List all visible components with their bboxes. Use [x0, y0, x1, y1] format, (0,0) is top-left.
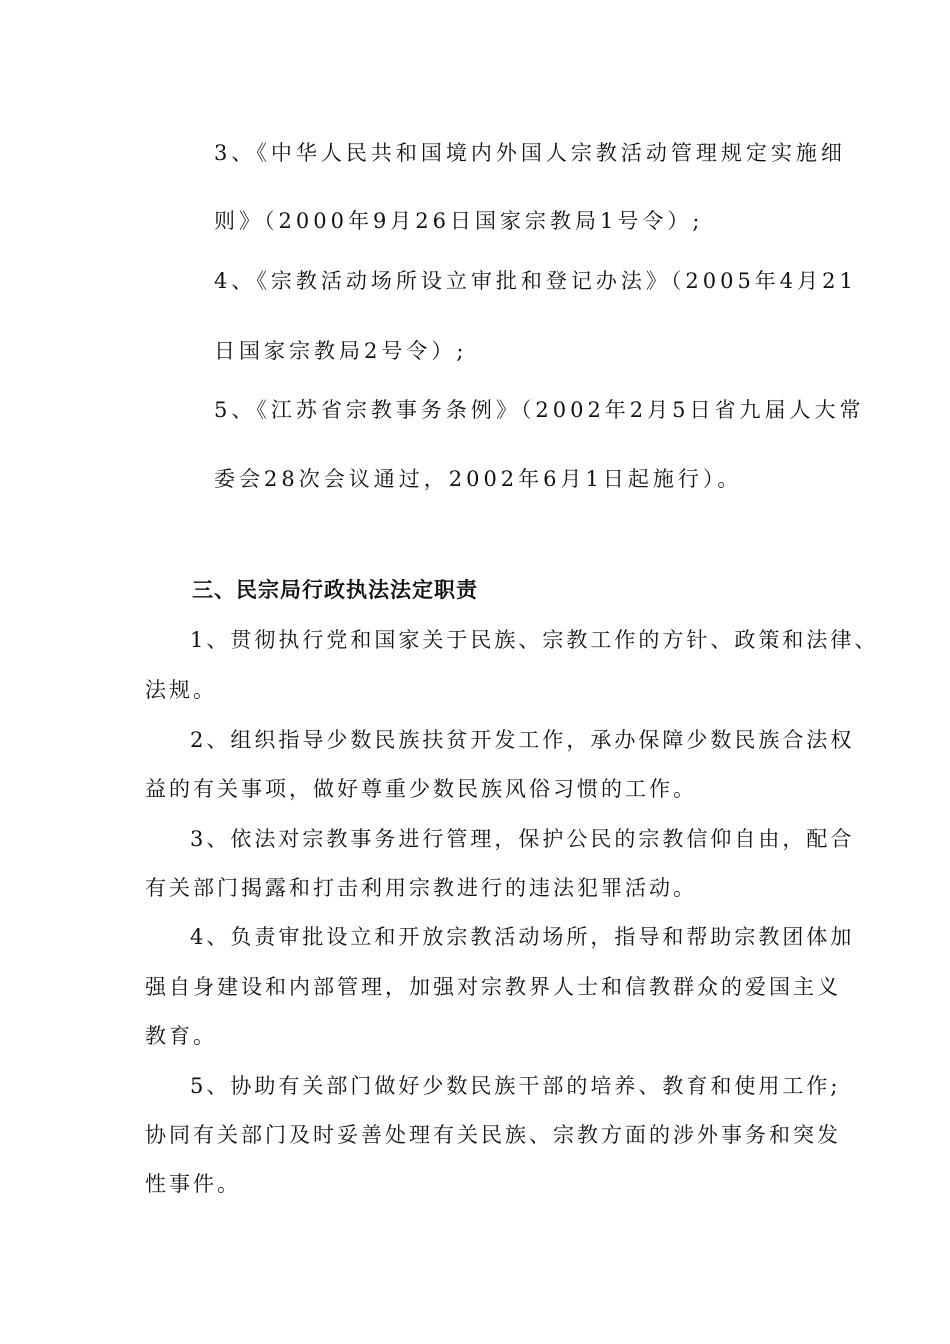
duty-1-line-2: 法规。 [145, 678, 217, 702]
law-item-4-line-1: 4、《宗教活动场所设立审批和登记办法》（2005年4月21 [214, 269, 857, 293]
law-item-4-line-2: 日国家宗教局2号令）; [214, 339, 468, 363]
duty-5-line-3: 性事件。 [145, 1172, 241, 1196]
duty-2-line-2: 益的有关事项，做好尊重少数民族风俗习惯的工作。 [145, 777, 697, 801]
duty-3-line-2: 有关部门揭露和打击利用宗教进行的违法犯罪活动。 [145, 876, 697, 900]
duty-2-line-1: 2、组织指导少数民族扶贫开发工作，承办保障少数民族合法权 [190, 728, 855, 752]
law-item-3-line-1: 3、《中华人民共和国境内外国人宗教活动管理规定实施细 [214, 141, 846, 165]
law-item-3-line-2: 则》（2000年9月26日国家宗教局1号令）; [214, 209, 704, 233]
duty-4-line-1: 4、负责审批设立和开放宗教活动场所，指导和帮助宗教团体加 [190, 925, 855, 949]
duty-3-line-1: 3、依法对宗教事务进行管理，保护公民的宗教信仰自由，配合 [190, 827, 855, 851]
duty-1-line-1: 1、贯彻执行党和国家关于民族、宗教工作的方针、政策和法律、 [190, 628, 879, 652]
section-heading: 三、民宗局行政执法法定职责 [192, 578, 478, 602]
duty-5-line-2: 协同有关部门及时妥善处理有关民族、宗教方面的涉外事务和突发 [145, 1123, 841, 1147]
law-item-5-line-2: 委会28次会议通过，2002年6月1日起施行）。 [214, 467, 743, 491]
duty-4-line-3: 教育。 [145, 1024, 217, 1048]
duty-4-line-2: 强自身建设和内部管理，加强对宗教界人士和信教群众的爱国主义 [145, 975, 841, 999]
law-item-5-line-1: 5、《江苏省宗教事务条例》（2002年2月5日省九届人大常 [214, 398, 865, 422]
duty-5-line-1: 5、协助有关部门做好少数民族干部的培养、教育和使用工作; [190, 1074, 841, 1098]
